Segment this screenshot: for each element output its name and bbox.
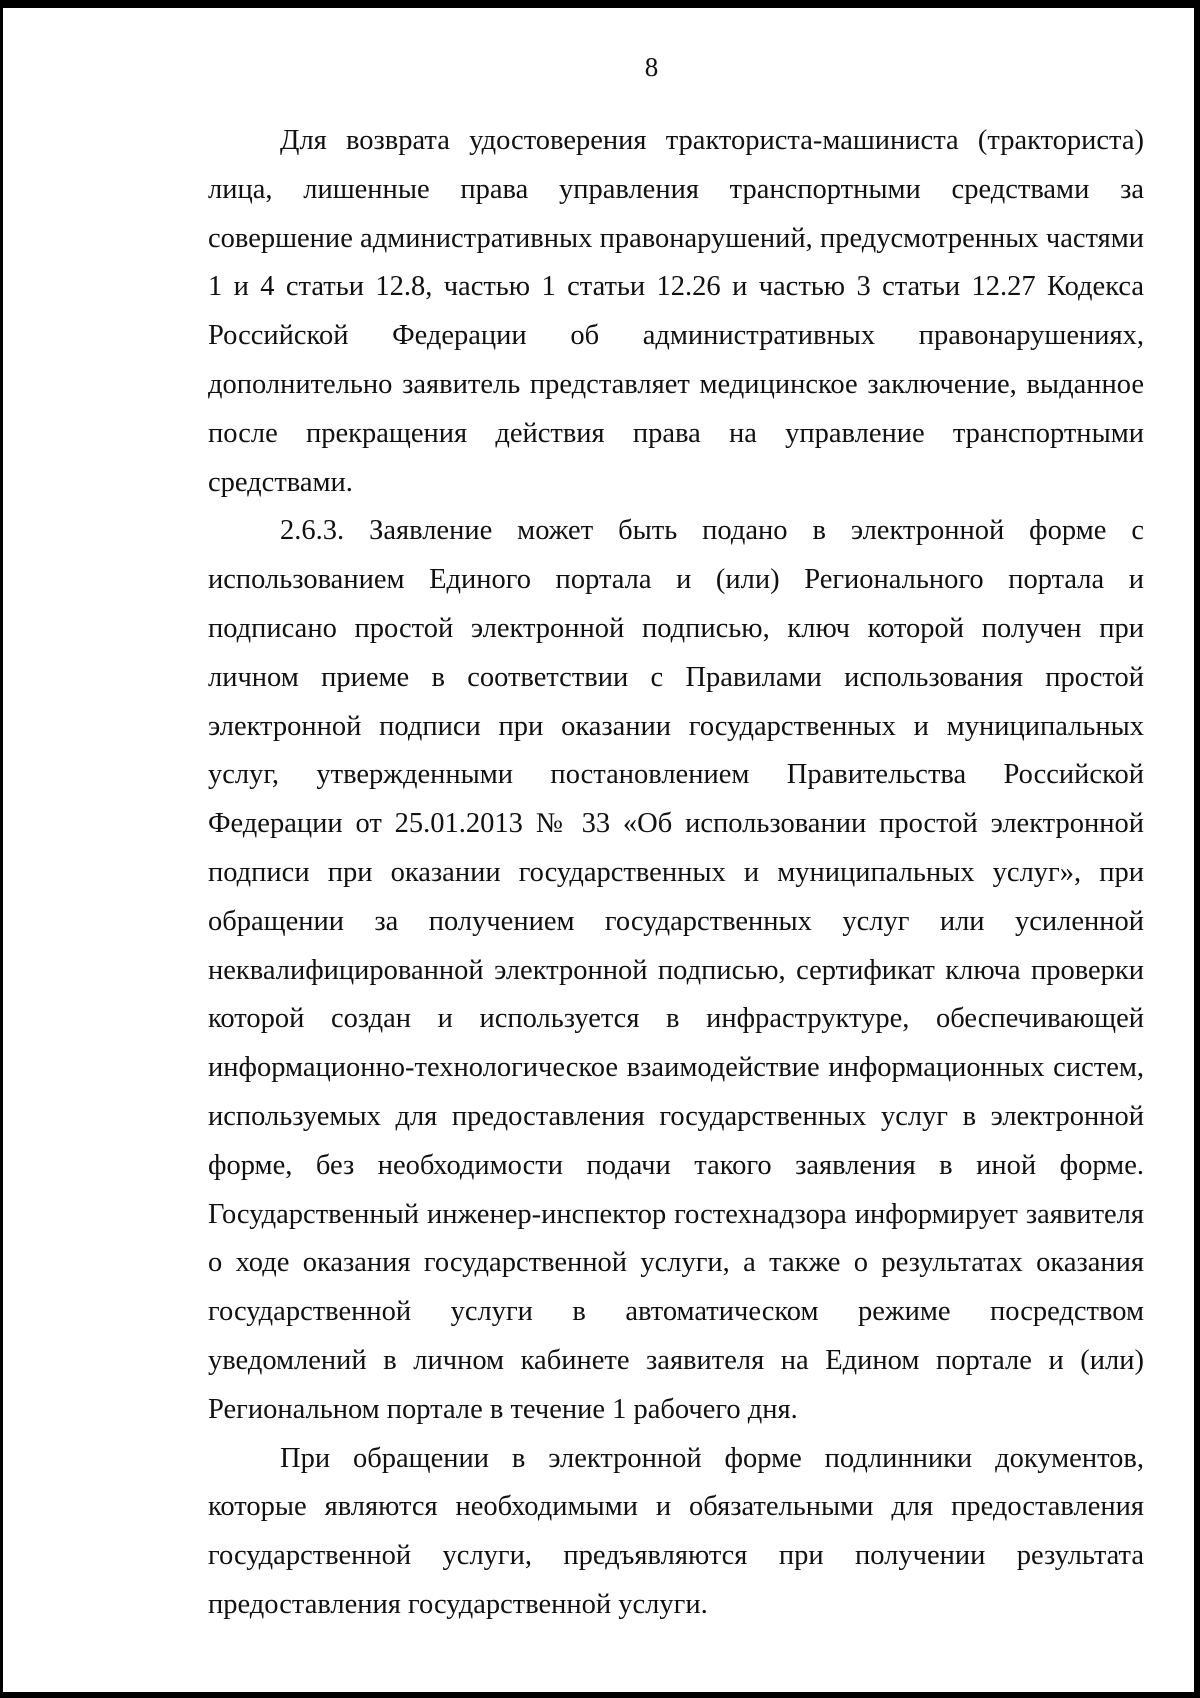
paragraph-electronic-application: 2.6.3. Заявление может быть подано в электронной форме с использованием Единого портала и (или) Регионального портала и подписано простой электронной подписью, ключ которой получен при личном приеме в соответствии с Правилами использования простой электронной подписи при оказании государственных и муниципальных услуг, утвержденными постановлением Правительства Российской Федерации от 25.01.2013 № 33 «Об использовании простой электронной подписи при оказании государственных и муниципальных услуг», при обращении за получением государственных услуг или усиленной неквалифицированной электронной подписью, сертификат ключа проверки которой создан и используется в инфраструктуре, обеспечивающей информационно-технологическое взаимодействие информационных систем, используемых для предоставления государственных услуг в электронной форме, без необходимости подачи такого заявления в иной форме. Государственный инженер-инспектор гостехнадзора информирует заявителя о ходе оказания государственной услуги, а также о результатах оказания государственной услуги в автоматическом режиме посредством уведомлений в личном кабинете заявителя на Едином портале и (или) Региональном портале в течение 1 рабочего дня. [208, 515, 1144, 1425]
paragraph-license-return: Для возврата удостоверения тракториста-машиниста (тракториста) лица, лишенные права управления транспортными средствами за совершение административных правонарушений, предусмотренных частями 1 и 4 статьи 12.8, частью 1 статьи 12.26 и частью 3 статьи 12.27 Кодекса Российской Федерации об административных правонарушениях, дополнительно заявитель представляет медицинское заключение, выданное после прекращения действия права на управление транспортными средствами. [208, 125, 1144, 498]
paragraph-original-documents: При обращении в электронной форме подлинники документов, которые являются необходимыми и обязательными для предоставления государственной услуги, предъявляются при получении результата предоставления государственной услуги. [208, 1442, 1144, 1620]
document-body [208, 117, 1144, 1630]
page-number: 8 [644, 52, 659, 82]
